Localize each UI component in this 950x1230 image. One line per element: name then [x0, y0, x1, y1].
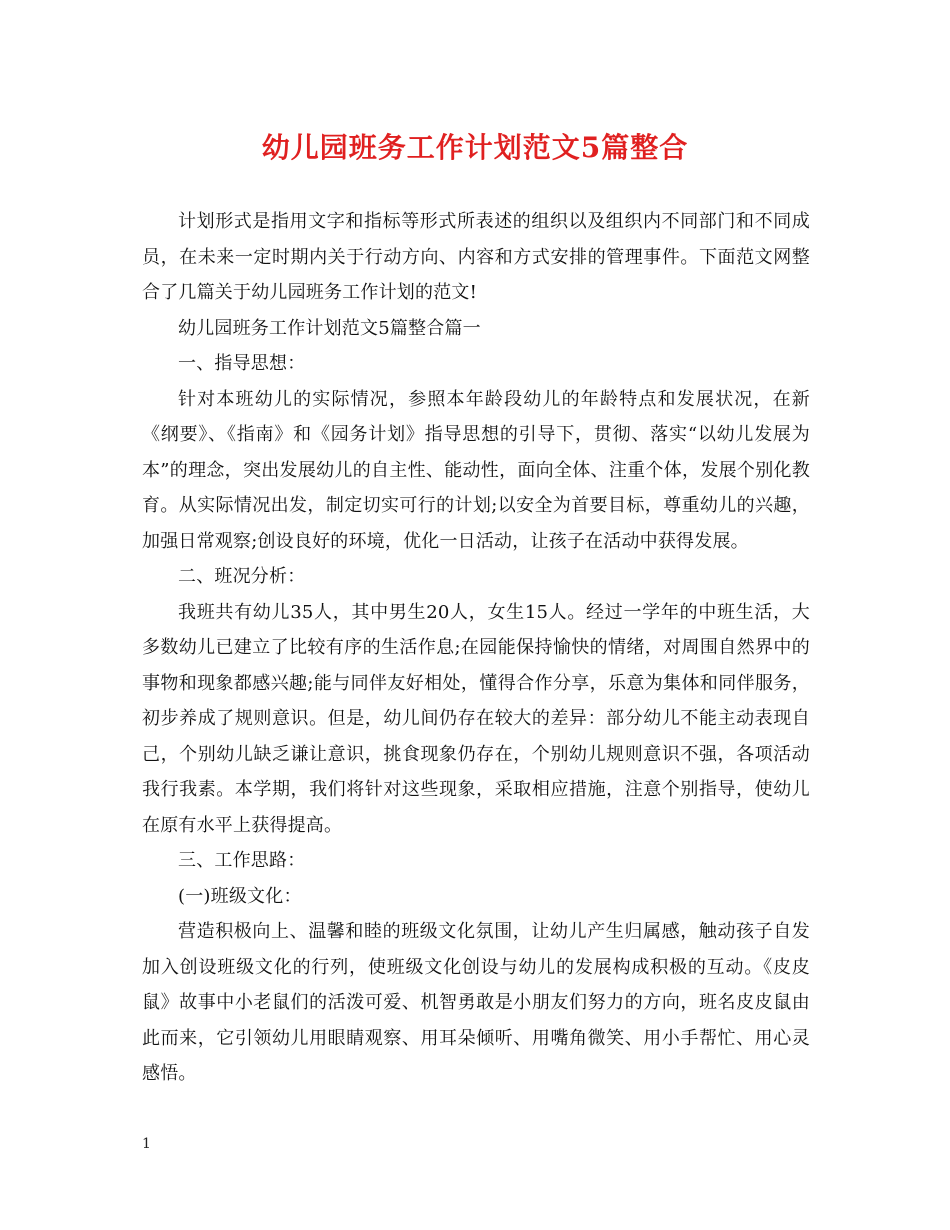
section-title-article-one: 幼儿园班务工作计划范文5篇整合篇一: [178, 317, 481, 339]
intro-paragraph: 计划形式是指用文字和指标等形式所表述的组织以及组织内不同部门和不同成员，在未来一定时期内关于行动方向、内容和方式安排的管理事件。下面范文网整合了几篇关于幼儿园班务工作计划的范文!: [142, 211, 810, 303]
heading-guiding-ideology: 一、指导思想：: [178, 353, 306, 374]
heading-class-analysis: 二、班况分析：: [178, 566, 306, 587]
class-culture-paragraph: 营造积极向上、温馨和睦的班级文化氛围，让幼儿产生归属感，触动孩子自发加入创设班级文化的行列，使班级文化创设与幼儿的发展构成积极的互动。《皮皮鼠》故事中小老鼠们的活泼可爱、机智勇敢是小朋友们努力的方向，班名皮皮鼠由此而来，它引领幼儿用眼睛观察、用耳朵倾听、用嘴角微笑、用小手帮忙、用心灵感悟。: [142, 921, 810, 1084]
document-body: [142, 204, 810, 1092]
page-number: 1: [142, 1136, 151, 1152]
guiding-ideology-paragraph: 针对本班幼儿的实际情况，参照本年龄段幼儿的年龄特点和发展状况，在新《纲要》、《指南》和《园务计划》指导思想的引导下，贯彻、落实“以幼儿发展为本”的理念，突出发展幼儿的自主性、能动性，面向全体、注重个体，发展个别化教育。从实际情况出发，制定切实可行的计划;以安全为首要目标，尊重幼儿的兴趣，加强日常观察;创设良好的环境，优化一日活动，让孩子在活动中获得发展。: [142, 388, 810, 552]
heading-work-approach: 三、工作思路：: [178, 850, 306, 871]
subheading-class-culture: (一)班级文化：: [178, 885, 302, 907]
document-title: 幼儿园班务工作计划范文5篇整合: [261, 131, 689, 164]
class-analysis-paragraph: 我班共有幼儿35人，其中男生20人，女生15人。经过一学年的中班生活，大多数幼儿已建立了比较有序的生活作息;在园能保持愉快的情绪，对周围自然界中的事物和现象都感兴趣;能与同伴友好相处，懂得合作分享，乐意为集体和同伴服务，初步养成了规则意识。但是，幼儿间仍存在较大的差异：部分幼儿不能主动表现自己，个别幼儿缺乏谦让意识，挑食现象仍存在，个别幼儿规则意识不强，各项活动我行我素。本学期，我们将针对这些现象，采取相应措施，注意个别指导，使幼儿在原有水平上获得提高。: [142, 601, 810, 836]
